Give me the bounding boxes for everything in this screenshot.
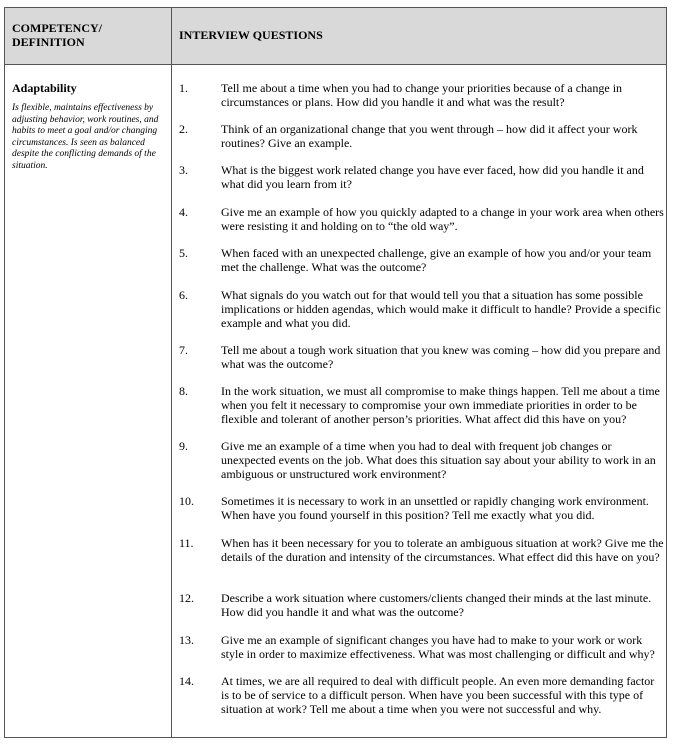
competency-header-line2: DEFINITION xyxy=(12,35,85,49)
competency-table xyxy=(4,7,667,738)
question-number: 4. xyxy=(179,205,188,219)
question-text: Tell me about a time when you had to change your priorities because of a change in circumstances or plans. How did you handle it and what was the result? xyxy=(221,81,623,109)
question-text: In the work situation, we must all compromise to make things happen. Tell me about a time when you felt it necessary to compromise your own immediate priorities in order to be flexible and tolerant of another person’s priorities. What affect did this have on you? xyxy=(221,384,660,426)
question-text: When faced with an unexpected challenge, give an example of how you and/or your team met the challenge. What was the outcome? xyxy=(221,246,652,274)
question-number: 5. xyxy=(179,246,188,260)
question-number: 6. xyxy=(179,288,188,302)
question-number: 12. xyxy=(179,591,194,605)
question-text: What is the biggest work related change you have ever faced, how did you handle it and what did you learn from it? xyxy=(221,163,644,191)
question-text: Sometimes it is necessary to work in an unsettled or rapidly changing work environment. When have you found yourself in this position? Tell me exactly what you did. xyxy=(221,494,649,522)
question-text: Give me an example of significant changes you have had to make to your work or work style in order to maximize effectiveness. What was most challenging or difficult and why? xyxy=(221,633,655,661)
question-text: What signals do you watch out for that would tell you that a situation has some possible implications or hidden agendas, which would make it difficult to handle? Provide a specific example and what you did. xyxy=(221,288,661,330)
question-number: 14. xyxy=(179,674,194,688)
question-number: 7. xyxy=(179,343,188,357)
questions-column-header: INTERVIEW QUESTIONS xyxy=(179,28,323,42)
competency-definition: Is flexible, maintains effectiveness by adjusting behavior, work routines, and habits to meet a goal and/or changing circumstances. Is seen as balanced despite the conflicting demands of the situation. xyxy=(12,103,159,171)
question-number: 2. xyxy=(179,122,188,136)
question-number: 13. xyxy=(179,633,194,647)
competency-column-header xyxy=(12,21,162,49)
question-number: 3. xyxy=(179,163,188,177)
question-text: When has it been necessary for you to tolerate an ambiguous situation at work? Give me the details of the duration and intensity of the circumstances. What effect did this have on you? xyxy=(221,536,664,564)
competency-name: Adaptability xyxy=(12,81,77,95)
question-number: 9. xyxy=(179,439,188,453)
question-number: 10. xyxy=(179,494,194,508)
question-text: Tell me about a tough work situation that you knew was coming – how did you prepare and what was the outcome? xyxy=(221,343,661,371)
question-number: 1. xyxy=(179,81,188,95)
question-number: 8. xyxy=(179,384,188,398)
competency-header-line1: COMPETENCY/ xyxy=(12,21,102,35)
question-text: Give me an example of a time when you had to deal with frequent job changes or unexpected events on the job. What does this situation say about your ability to work in an ambiguous or unstructured work environment? xyxy=(221,439,656,481)
question-text: Describe a work situation where customers/clients changed their minds at the last minute. How did you handle it and what was the outcome? xyxy=(221,591,652,619)
question-number: 11. xyxy=(179,536,194,550)
question-text: Think of an organizational change that you went through – how did it affect your work routines? Give an example. xyxy=(221,122,638,150)
question-text: At times, we are all required to deal with difficult people. An even more demanding factor is to be of service to a difficult person. When have you been successful with this type of situation at work? Tell me about a time when you were not successful and why. xyxy=(221,674,655,716)
question-text: Give me an example of how you quickly adapted to a change in your work area when others were resisting it and holding on to “the old way”. xyxy=(221,205,664,233)
column-divider xyxy=(171,8,172,737)
